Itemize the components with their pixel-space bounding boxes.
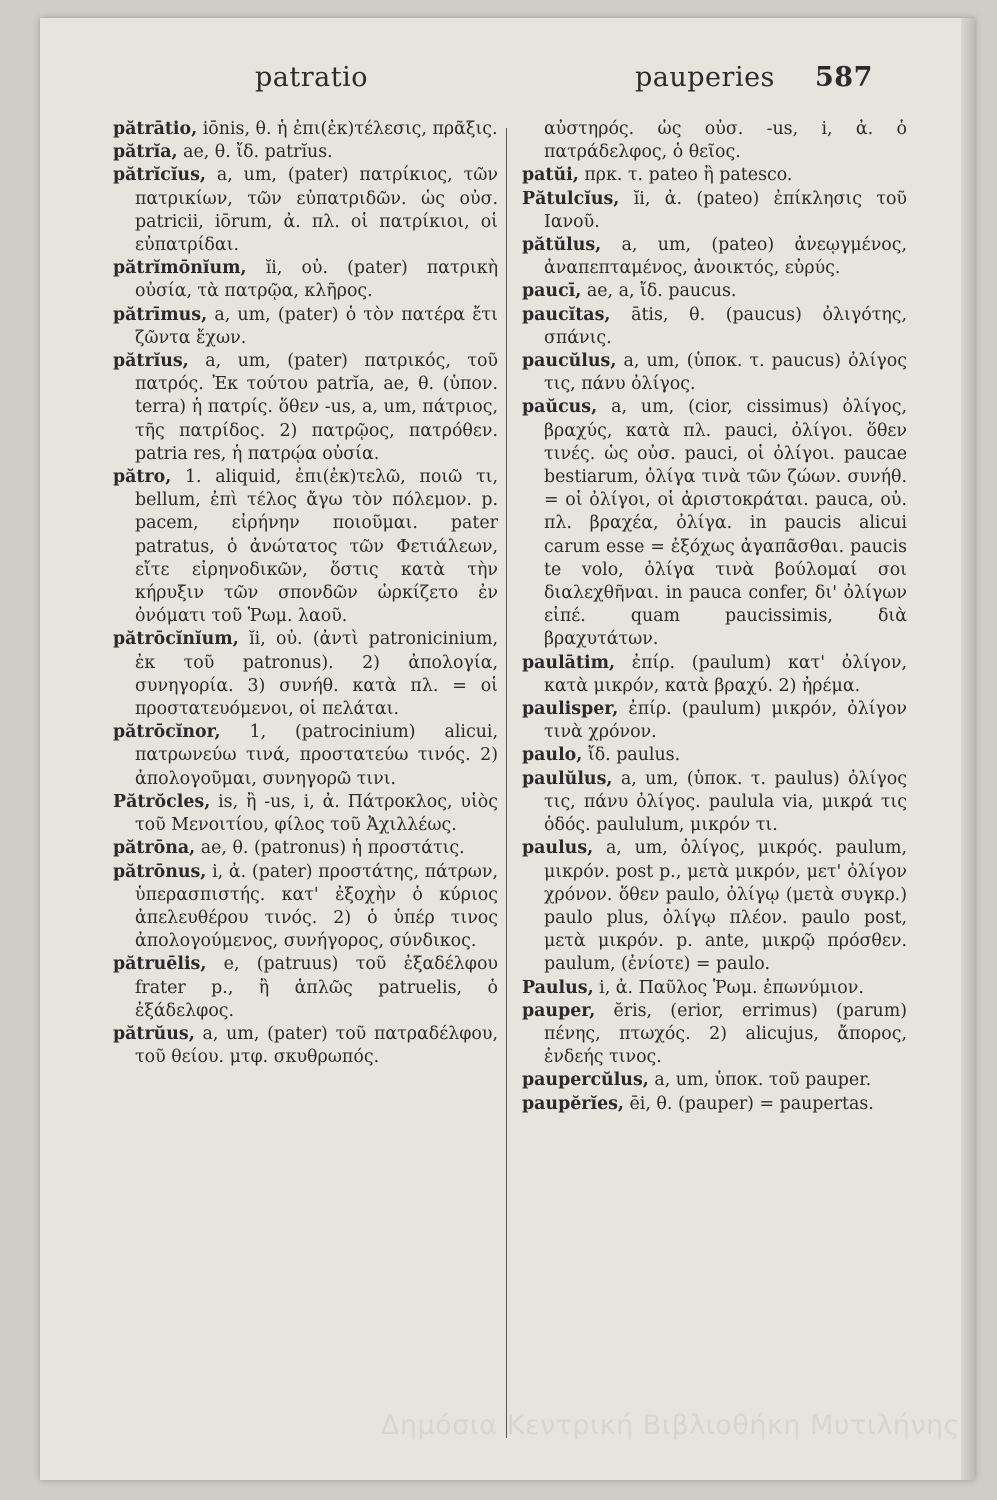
entry-headword: pauper,: [522, 1000, 596, 1021]
entry-definition: ĭi, ἀ. (pateo) ἐπίκλησις τοῦ Ιανοῦ.: [544, 188, 907, 232]
page-number: 587: [815, 62, 873, 93]
entry-headword: pătrōnus,: [113, 861, 207, 882]
entry-headword: paulātim,: [522, 652, 616, 673]
entry-definition: αὐστηρός. ὡς οὐσ. -us, i, ἀ. ὁ πατράδελφος, ὁ θεῖος.: [544, 119, 907, 163]
dictionary-entry: [113, 350, 498, 466]
dictionary-entry: [522, 280, 907, 303]
entry-definition: a, um, (pater) πατρικός, τοῦ πατρός. Ἐκ τούτου patrĭa, ae, θ. (ὑπον. terra) ἡ πατρίς. ὅθεν -us, a, um, πάτριος, τῆς πατρίδος. 2) πατρῷος, πατρόθεν. patria res, ἡ πατρῴα οὐσία.: [135, 351, 499, 464]
entry-headword: paulo,: [522, 745, 583, 766]
entry-headword: paucĭtas,: [522, 304, 611, 325]
entry-headword: pătrōcĭnor,: [113, 722, 221, 743]
left-guide-word: patratio: [255, 62, 368, 93]
entry-definition: πρκ. τ. pateo ἢ patesco.: [584, 165, 793, 186]
entry-headword: pătrŭus,: [113, 1023, 195, 1044]
dictionary-entry: [522, 188, 907, 234]
entry-definition: 1. aliquid, ἐπι(ἐκ)τελῶ, ποιῶ τι, bellum, ἐπὶ τέλος ἄγω τὸν πόλεμον. p. pacem, εἰρήνην ποιοῦμαι. pater patratus, ὁ ἀνώτατος τῶν Φετιάλεων, εἴτε εἰρηνοδικῶν, ὅστις κατὰ τὴν κήρυξιν τῶν σπονδῶν ὡρκίζετο ἐν ὀνόματι τοῦ Ῥωμ. λαοῦ.: [135, 467, 498, 627]
page-header: [40, 62, 975, 102]
entry-headword: paulus,: [522, 838, 594, 859]
dictionary-entry: [522, 118, 907, 164]
entry-definition: i, ἀ. (pater) προστάτης, πάτρων, ὑπερασπιστής. κατ' ἐξοχὴν ὁ κύριος ἀπελευθέρου τινός. 2) ὁ ὑπέρ τινος ἀπολογούμενος, συνήγορος, σύνδικος.: [135, 861, 498, 952]
dictionary-entry: [522, 768, 907, 838]
entry-headword: pătrĭus,: [113, 351, 189, 372]
dictionary-entry: [113, 791, 498, 837]
entry-definition: ae, θ. (patronus) ἡ προστάτις.: [200, 838, 465, 859]
entry-definition: ĭi, οὐ. (pater) πατρικὴ οὐσία, τὰ πατρῷα, κλῆρος.: [135, 258, 498, 302]
entry-headword: pătrĭa,: [113, 142, 178, 163]
entry-headword: pătrīmus,: [113, 304, 208, 325]
entry-headword: paulisper,: [522, 699, 619, 720]
dictionary-entry: [522, 396, 907, 651]
dictionary-entry: [113, 164, 498, 257]
entry-headword: Paulus,: [522, 977, 594, 998]
dictionary-entry: [522, 164, 907, 187]
entry-definition: a, um, (pater) ὁ τὸν πατέρα ἔτι ζῶντα ἔχων.: [135, 304, 498, 348]
dictionary-entry: [113, 861, 498, 954]
dictionary-entry: [113, 628, 498, 721]
page-edge-shadow: [961, 18, 975, 1480]
entry-headword: paupercŭlus,: [522, 1070, 649, 1091]
entry-headword: pătŭlus,: [522, 235, 602, 256]
entry-definition: ĕris, (erior, errimus) (parum) πένης, πτωχός. 2) alicujus, ἄπορος, ἐνδεής τινος.: [544, 1000, 908, 1068]
entry-definition: a, um, (ὑποκ. τ. paucus) ὀλίγος τις, πάνυ ὀλίγος.: [544, 351, 908, 395]
entry-definition: ae, θ. ἴδ. patrĭus.: [183, 142, 333, 163]
entry-headword: paupĕrĭes,: [522, 1093, 624, 1114]
dictionary-entry: [113, 1023, 498, 1069]
entry-definition: ēi, θ. (pauper) = paupertas.: [629, 1093, 874, 1114]
dictionary-entry: [522, 744, 907, 767]
entry-definition: a, um, (cior, cissimus) ὀλίγος, βραχύς, κατὰ πλ. pauci, ὀλίγοι. ὅθεν τινές. ὡς οὐσ. pauci, οἱ ὀλίγοι. paucae bestiarum, ὀλίγα τινὰ τῶν ζώων. συνήθ. = οἱ ὀλίγοι, οἱ ἀριστοκράται. pauca, οὐ. πλ. βραχέα, ὀλίγα. in paucis alicui carum esse = ἐξόχως ἀγαπᾶσθαι. paucis te volo, ὀλίγα τινὰ βούλομαί σοι διαλεχθῆναι. in pauca confer, δι' ὀλίγων εἰπέ. quam paucissimis, διὰ βραχυτάτων.: [544, 397, 907, 650]
entry-headword: pătrōna,: [113, 838, 196, 859]
entry-headword: pătrĭmōnĭum,: [113, 258, 247, 279]
library-watermark: Δημόσια Κεντρική Βιβλιοθήκη Μυτιλήνης: [380, 1410, 960, 1441]
dictionary-entry: [522, 837, 907, 976]
entry-headword: pătrōcĭnĭum,: [113, 629, 239, 650]
dictionary-entry: [113, 118, 498, 141]
entry-definition: a, um, (pateo) ἀνεῳγμένος, ἀναπεπταμένος, ἀνοικτός, εὐρύς.: [544, 235, 908, 279]
entry-definition: ae, a, ἴδ. paucus.: [586, 281, 737, 302]
dictionary-entry: [113, 304, 498, 350]
entry-headword: pătrātio,: [113, 119, 198, 139]
entry-definition: ἐπίρ. (paulum) κατ' ὀλίγον, κατὰ μικρόν, κατὰ βραχύ. 2) ἠρέμα.: [544, 652, 907, 696]
entry-definition: a, um, (ὑποκ. τ. paulus) ὀλίγος τις, πάνυ ὀλίγος. paulula via, μικρά τις ὁδός. paululum, μικρόν τι.: [544, 768, 907, 836]
entry-headword: pătrĭcĭus,: [113, 165, 206, 186]
entry-headword: paulŭlus,: [522, 768, 613, 789]
entry-definition: e, (patruus) τοῦ ἐξαδέλφου frater p., ἢ ἁπλῶς patruelis, ὁ ἐξάδελφος.: [135, 954, 498, 1021]
right-guide-word: pauperies: [635, 62, 775, 93]
dictionary-entry: [522, 234, 907, 280]
dictionary-entry: [522, 652, 907, 698]
dictionary-entry: [522, 1093, 907, 1116]
entry-definition: a, um, (pater) πατρίκιος, τῶν πατρικίων, τῶν εὐπατριδῶν. ὡς οὐσ. patricii, iōrum, ἀ. πλ. οἱ πατρίκιοι, οἱ εὐπατρίδαι.: [135, 165, 498, 256]
dictionary-page: [40, 18, 975, 1480]
dictionary-entry: [113, 953, 498, 1023]
entry-definition: ĭi, οὐ. (ἀντὶ patronicinium, ἐκ τοῦ patronus). 2) ἀπολογία, συνηγορία. 3) συνήθ. κατὰ πλ. = οἱ προστατευόμενοι, οἱ πελάται.: [135, 629, 499, 720]
entry-headword: Pătrŏcles,: [113, 791, 211, 812]
entry-definition: 1, (patrocinium) alicui, πατρωνεύω τινά, προστατεύω τινός. 2) ἀπολογοῦμαι, συνηγορῶ τινι.: [135, 722, 498, 789]
entry-definition: ἐπίρ. (paulum) μικρόν, ὀλίγον τινὰ χρόνον.: [544, 699, 907, 743]
entry-headword: patŭi,: [522, 165, 579, 186]
dictionary-entry: [113, 837, 498, 860]
entry-definition: i, ἀ. Παῦλος Ῥωμ. ἐπωνύμιον.: [599, 977, 864, 998]
entry-definition: iōnis, θ. ἡ ἐπι(ἐκ)τέλεσις, πρᾶξις.: [202, 119, 498, 139]
entry-definition: ātis, θ. (paucus) ὀλιγότης, σπάνις.: [544, 304, 907, 348]
left-column: [113, 118, 498, 1069]
dictionary-entry: [522, 1000, 907, 1070]
entry-headword: paŭcus,: [522, 397, 598, 418]
entry-definition: a, um, (pater) τοῦ πατραδέλφου, τοῦ θείου. μτφ. σκυθρωπός.: [135, 1023, 498, 1068]
column-divider: [506, 128, 507, 1438]
entry-headword: paucŭlus,: [522, 351, 617, 372]
dictionary-entry: [113, 466, 498, 628]
dictionary-entry: [522, 304, 907, 350]
entry-definition: is, ἢ -us, i, ἀ. Πάτροκλος, υἱὸς τοῦ Μενοιτίου, φίλος τοῦ Ἀχιλλέως.: [135, 791, 498, 836]
entry-headword: paucī,: [522, 281, 582, 302]
right-column: [522, 118, 907, 1116]
dictionary-entry: [522, 698, 907, 744]
entry-definition: a, um, ὑποκ. τοῦ pauper.: [654, 1070, 872, 1091]
dictionary-entry: [522, 977, 907, 1000]
entry-headword: Pătulcĭus,: [522, 188, 620, 209]
dictionary-entry: [113, 141, 498, 164]
dictionary-entry: [522, 350, 907, 396]
dictionary-entry: [113, 721, 498, 791]
entry-definition: a, um, ὀλίγος, μικρός. paulum, μικρόν. post p., μετὰ μικρόν, μετ' ὀλίγον χρόνον. ὅθεν paulo, ὀλίγῳ (μετὰ συγκρ.) paulo plus, ὀλίγῳ πλέον. paulo post, μετὰ μικρόν. p. ante, μικρῷ πρόσθεν. paulum, (ἐνίοτε) = paulo.: [544, 838, 907, 975]
dictionary-entry: [113, 257, 498, 303]
entry-headword: pătro,: [113, 467, 172, 488]
dictionary-entry: [522, 1069, 907, 1092]
entry-headword: pătruēlis,: [113, 954, 207, 975]
entry-definition: ἴδ. paulus.: [587, 745, 681, 766]
